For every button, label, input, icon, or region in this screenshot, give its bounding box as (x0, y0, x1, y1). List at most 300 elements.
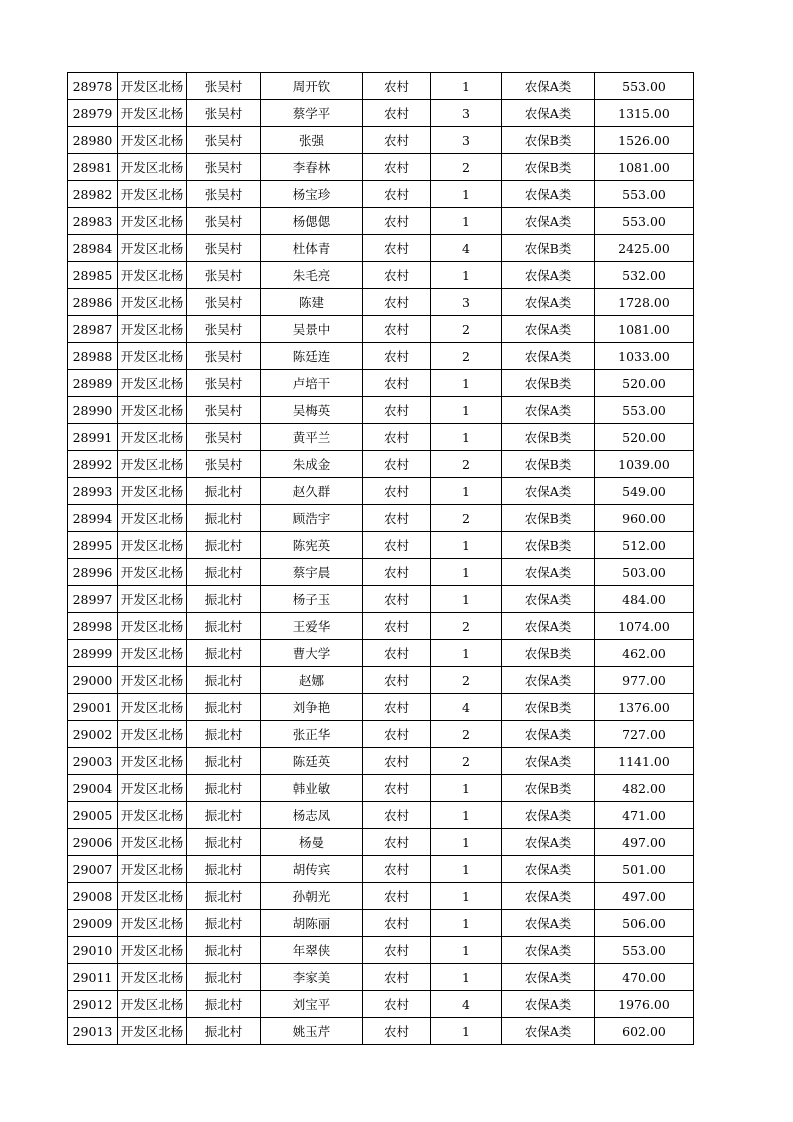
amount-cell: 2425.00 (595, 235, 694, 262)
area-cell: 开发区北杨 (118, 532, 187, 559)
category-cell: 农保A类 (502, 397, 595, 424)
member-count-cell: 4 (431, 694, 502, 721)
person-name-cell: 刘争艳 (261, 694, 363, 721)
category-cell: 农保B类 (502, 640, 595, 667)
table-row (68, 262, 694, 289)
amount-cell: 960.00 (595, 505, 694, 532)
person-name-cell: 杨偲偲 (261, 208, 363, 235)
table-row (68, 505, 694, 532)
area-cell: 开发区北杨 (118, 613, 187, 640)
record-id-cell: 28995 (68, 532, 118, 559)
household-type-cell: 农村 (363, 424, 431, 451)
village-cell: 张吴村 (187, 370, 261, 397)
amount-cell: 471.00 (595, 802, 694, 829)
record-id-cell: 29012 (68, 991, 118, 1018)
record-id-cell: 28987 (68, 316, 118, 343)
person-name-cell: 赵久群 (261, 478, 363, 505)
household-type-cell: 农村 (363, 883, 431, 910)
person-name-cell: 吴梅英 (261, 397, 363, 424)
amount-cell: 549.00 (595, 478, 694, 505)
table-row (68, 208, 694, 235)
village-cell: 张吴村 (187, 181, 261, 208)
table-row (68, 829, 694, 856)
area-cell: 开发区北杨 (118, 424, 187, 451)
category-cell: 农保B类 (502, 451, 595, 478)
record-id-cell: 28978 (68, 73, 118, 100)
category-cell: 农保A类 (502, 316, 595, 343)
table-row (68, 802, 694, 829)
allowance-table (67, 72, 694, 1045)
area-cell: 开发区北杨 (118, 721, 187, 748)
member-count-cell: 3 (431, 289, 502, 316)
household-type-cell: 农村 (363, 991, 431, 1018)
category-cell: 农保B类 (502, 370, 595, 397)
table-row (68, 181, 694, 208)
person-name-cell: 卢培干 (261, 370, 363, 397)
table-row (68, 73, 694, 100)
village-cell: 张吴村 (187, 289, 261, 316)
village-cell: 振北村 (187, 667, 261, 694)
area-cell: 开发区北杨 (118, 100, 187, 127)
table-row (68, 991, 694, 1018)
amount-cell: 506.00 (595, 910, 694, 937)
table-row (68, 235, 694, 262)
table-row (68, 100, 694, 127)
village-cell: 张吴村 (187, 100, 261, 127)
table-row (68, 586, 694, 613)
member-count-cell: 4 (431, 235, 502, 262)
village-cell: 振北村 (187, 802, 261, 829)
record-id-cell: 28988 (68, 343, 118, 370)
person-name-cell: 陈廷英 (261, 748, 363, 775)
household-type-cell: 农村 (363, 154, 431, 181)
member-count-cell: 1 (431, 829, 502, 856)
person-name-cell: 孙朝光 (261, 883, 363, 910)
person-name-cell: 周开钦 (261, 73, 363, 100)
household-type-cell: 农村 (363, 73, 431, 100)
record-id-cell: 29000 (68, 667, 118, 694)
member-count-cell: 2 (431, 154, 502, 181)
member-count-cell: 1 (431, 181, 502, 208)
area-cell: 开发区北杨 (118, 991, 187, 1018)
table-row (68, 775, 694, 802)
category-cell: 农保A类 (502, 748, 595, 775)
member-count-cell: 1 (431, 910, 502, 937)
amount-cell: 462.00 (595, 640, 694, 667)
member-count-cell: 1 (431, 586, 502, 613)
member-count-cell: 1 (431, 397, 502, 424)
record-id-cell: 28983 (68, 208, 118, 235)
record-id-cell: 29003 (68, 748, 118, 775)
household-type-cell: 农村 (363, 559, 431, 586)
table-row (68, 289, 694, 316)
amount-cell: 553.00 (595, 181, 694, 208)
area-cell: 开发区北杨 (118, 316, 187, 343)
amount-cell: 1976.00 (595, 991, 694, 1018)
household-type-cell: 农村 (363, 667, 431, 694)
record-id-cell: 29006 (68, 829, 118, 856)
area-cell: 开发区北杨 (118, 694, 187, 721)
person-name-cell: 朱毛亮 (261, 262, 363, 289)
record-id-cell: 29010 (68, 937, 118, 964)
household-type-cell: 农村 (363, 127, 431, 154)
record-id-cell: 29002 (68, 721, 118, 748)
village-cell: 振北村 (187, 721, 261, 748)
household-type-cell: 农村 (363, 721, 431, 748)
person-name-cell: 陈宪英 (261, 532, 363, 559)
member-count-cell: 4 (431, 991, 502, 1018)
person-name-cell: 胡陈丽 (261, 910, 363, 937)
household-type-cell: 农村 (363, 451, 431, 478)
village-cell: 张吴村 (187, 343, 261, 370)
person-name-cell: 陈廷连 (261, 343, 363, 370)
area-cell: 开发区北杨 (118, 73, 187, 100)
household-type-cell: 农村 (363, 640, 431, 667)
record-id-cell: 28984 (68, 235, 118, 262)
village-cell: 振北村 (187, 1018, 261, 1045)
table-row (68, 667, 694, 694)
amount-cell: 497.00 (595, 829, 694, 856)
record-id-cell: 29009 (68, 910, 118, 937)
category-cell: 农保A类 (502, 856, 595, 883)
record-id-cell: 28996 (68, 559, 118, 586)
person-name-cell: 陈建 (261, 289, 363, 316)
record-id-cell: 29007 (68, 856, 118, 883)
village-cell: 振北村 (187, 559, 261, 586)
amount-cell: 484.00 (595, 586, 694, 613)
household-type-cell: 农村 (363, 343, 431, 370)
category-cell: 农保A类 (502, 181, 595, 208)
record-id-cell: 28985 (68, 262, 118, 289)
household-type-cell: 农村 (363, 289, 431, 316)
amount-cell: 1039.00 (595, 451, 694, 478)
area-cell: 开发区北杨 (118, 856, 187, 883)
village-cell: 振北村 (187, 694, 261, 721)
area-cell: 开发区北杨 (118, 964, 187, 991)
member-count-cell: 1 (431, 208, 502, 235)
village-cell: 振北村 (187, 505, 261, 532)
member-count-cell: 1 (431, 856, 502, 883)
area-cell: 开发区北杨 (118, 370, 187, 397)
area-cell: 开发区北杨 (118, 910, 187, 937)
amount-cell: 497.00 (595, 883, 694, 910)
person-name-cell: 赵娜 (261, 667, 363, 694)
area-cell: 开发区北杨 (118, 748, 187, 775)
area-cell: 开发区北杨 (118, 208, 187, 235)
member-count-cell: 1 (431, 1018, 502, 1045)
table-row (68, 1018, 694, 1045)
record-id-cell: 28999 (68, 640, 118, 667)
village-cell: 振北村 (187, 829, 261, 856)
area-cell: 开发区北杨 (118, 829, 187, 856)
household-type-cell: 农村 (363, 532, 431, 559)
household-type-cell: 农村 (363, 910, 431, 937)
amount-cell: 1728.00 (595, 289, 694, 316)
village-cell: 振北村 (187, 910, 261, 937)
category-cell: 农保A类 (502, 964, 595, 991)
person-name-cell: 杨曼 (261, 829, 363, 856)
household-type-cell: 农村 (363, 181, 431, 208)
person-name-cell: 胡传宾 (261, 856, 363, 883)
village-cell: 振北村 (187, 586, 261, 613)
member-count-cell: 1 (431, 964, 502, 991)
record-id-cell: 28994 (68, 505, 118, 532)
table-row (68, 721, 694, 748)
area-cell: 开发区北杨 (118, 883, 187, 910)
category-cell: 农保A类 (502, 289, 595, 316)
record-id-cell: 28980 (68, 127, 118, 154)
person-name-cell: 杜体青 (261, 235, 363, 262)
area-cell: 开发区北杨 (118, 640, 187, 667)
amount-cell: 1081.00 (595, 154, 694, 181)
member-count-cell: 2 (431, 316, 502, 343)
table-row (68, 910, 694, 937)
area-cell: 开发区北杨 (118, 343, 187, 370)
category-cell: 农保B类 (502, 235, 595, 262)
record-id-cell: 28993 (68, 478, 118, 505)
category-cell: 农保B类 (502, 424, 595, 451)
household-type-cell: 农村 (363, 235, 431, 262)
village-cell: 振北村 (187, 640, 261, 667)
person-name-cell: 黄平兰 (261, 424, 363, 451)
household-type-cell: 农村 (363, 262, 431, 289)
household-type-cell: 农村 (363, 775, 431, 802)
amount-cell: 501.00 (595, 856, 694, 883)
area-cell: 开发区北杨 (118, 154, 187, 181)
table-row (68, 937, 694, 964)
village-cell: 振北村 (187, 883, 261, 910)
person-name-cell: 李春林 (261, 154, 363, 181)
record-id-cell: 28992 (68, 451, 118, 478)
category-cell: 农保A类 (502, 262, 595, 289)
household-type-cell: 农村 (363, 586, 431, 613)
household-type-cell: 农村 (363, 856, 431, 883)
village-cell: 张吴村 (187, 424, 261, 451)
table-row (68, 613, 694, 640)
amount-cell: 1081.00 (595, 316, 694, 343)
person-name-cell: 李家美 (261, 964, 363, 991)
village-cell: 振北村 (187, 478, 261, 505)
category-cell: 农保A类 (502, 559, 595, 586)
record-id-cell: 28991 (68, 424, 118, 451)
table-row (68, 478, 694, 505)
record-id-cell: 29004 (68, 775, 118, 802)
category-cell: 农保A类 (502, 883, 595, 910)
category-cell: 农保A类 (502, 667, 595, 694)
household-type-cell: 农村 (363, 505, 431, 532)
household-type-cell: 农村 (363, 478, 431, 505)
record-id-cell: 28990 (68, 397, 118, 424)
table-row (68, 883, 694, 910)
amount-cell: 977.00 (595, 667, 694, 694)
table-row (68, 748, 694, 775)
household-type-cell: 农村 (363, 964, 431, 991)
area-cell: 开发区北杨 (118, 451, 187, 478)
record-id-cell: 29008 (68, 883, 118, 910)
table-row (68, 343, 694, 370)
record-id-cell: 29001 (68, 694, 118, 721)
village-cell: 张吴村 (187, 235, 261, 262)
amount-cell: 602.00 (595, 1018, 694, 1045)
village-cell: 张吴村 (187, 316, 261, 343)
area-cell: 开发区北杨 (118, 181, 187, 208)
area-cell: 开发区北杨 (118, 937, 187, 964)
table-row (68, 856, 694, 883)
amount-cell: 503.00 (595, 559, 694, 586)
amount-cell: 553.00 (595, 208, 694, 235)
amount-cell: 553.00 (595, 397, 694, 424)
area-cell: 开发区北杨 (118, 478, 187, 505)
record-id-cell: 29011 (68, 964, 118, 991)
category-cell: 农保A类 (502, 586, 595, 613)
category-cell: 农保B类 (502, 532, 595, 559)
category-cell: 农保A类 (502, 100, 595, 127)
category-cell: 农保B类 (502, 127, 595, 154)
member-count-cell: 1 (431, 370, 502, 397)
village-cell: 振北村 (187, 964, 261, 991)
table-row (68, 640, 694, 667)
member-count-cell: 3 (431, 100, 502, 127)
category-cell: 农保A类 (502, 343, 595, 370)
member-count-cell: 1 (431, 937, 502, 964)
village-cell: 张吴村 (187, 397, 261, 424)
person-name-cell: 刘宝平 (261, 991, 363, 1018)
member-count-cell: 2 (431, 343, 502, 370)
amount-cell: 470.00 (595, 964, 694, 991)
table-body (68, 73, 694, 1045)
area-cell: 开发区北杨 (118, 235, 187, 262)
area-cell: 开发区北杨 (118, 397, 187, 424)
person-name-cell: 张正华 (261, 721, 363, 748)
area-cell: 开发区北杨 (118, 775, 187, 802)
member-count-cell: 1 (431, 262, 502, 289)
household-type-cell: 农村 (363, 370, 431, 397)
record-id-cell: 28981 (68, 154, 118, 181)
amount-cell: 520.00 (595, 424, 694, 451)
person-name-cell: 顾浩宇 (261, 505, 363, 532)
person-name-cell: 吴景中 (261, 316, 363, 343)
area-cell: 开发区北杨 (118, 667, 187, 694)
village-cell: 振北村 (187, 532, 261, 559)
member-count-cell: 2 (431, 748, 502, 775)
area-cell: 开发区北杨 (118, 262, 187, 289)
person-name-cell: 杨子玉 (261, 586, 363, 613)
person-name-cell: 蔡学平 (261, 100, 363, 127)
category-cell: 农保A类 (502, 991, 595, 1018)
village-cell: 张吴村 (187, 127, 261, 154)
category-cell: 农保B类 (502, 694, 595, 721)
household-type-cell: 农村 (363, 397, 431, 424)
member-count-cell: 2 (431, 451, 502, 478)
amount-cell: 553.00 (595, 73, 694, 100)
member-count-cell: 2 (431, 613, 502, 640)
table-row (68, 694, 694, 721)
member-count-cell: 2 (431, 667, 502, 694)
village-cell: 张吴村 (187, 73, 261, 100)
record-id-cell: 29005 (68, 802, 118, 829)
member-count-cell: 1 (431, 640, 502, 667)
village-cell: 张吴村 (187, 154, 261, 181)
village-cell: 振北村 (187, 613, 261, 640)
village-cell: 振北村 (187, 991, 261, 1018)
amount-cell: 1526.00 (595, 127, 694, 154)
amount-cell: 520.00 (595, 370, 694, 397)
category-cell: 农保B类 (502, 775, 595, 802)
record-id-cell: 28979 (68, 100, 118, 127)
household-type-cell: 农村 (363, 316, 431, 343)
amount-cell: 553.00 (595, 937, 694, 964)
member-count-cell: 1 (431, 73, 502, 100)
household-type-cell: 农村 (363, 208, 431, 235)
category-cell: 农保A类 (502, 937, 595, 964)
amount-cell: 1315.00 (595, 100, 694, 127)
category-cell: 农保A类 (502, 208, 595, 235)
member-count-cell: 1 (431, 532, 502, 559)
category-cell: 农保A类 (502, 829, 595, 856)
household-type-cell: 农村 (363, 937, 431, 964)
household-type-cell: 农村 (363, 100, 431, 127)
household-type-cell: 农村 (363, 694, 431, 721)
record-id-cell: 28997 (68, 586, 118, 613)
area-cell: 开发区北杨 (118, 289, 187, 316)
household-type-cell: 农村 (363, 829, 431, 856)
household-type-cell: 农村 (363, 748, 431, 775)
category-cell: 农保A类 (502, 910, 595, 937)
record-id-cell: 28982 (68, 181, 118, 208)
category-cell: 农保A类 (502, 613, 595, 640)
person-name-cell: 朱成金 (261, 451, 363, 478)
area-cell: 开发区北杨 (118, 586, 187, 613)
category-cell: 农保A类 (502, 1018, 595, 1045)
village-cell: 振北村 (187, 937, 261, 964)
category-cell: 农保A类 (502, 73, 595, 100)
category-cell: 农保A类 (502, 802, 595, 829)
table-row (68, 424, 694, 451)
village-cell: 振北村 (187, 775, 261, 802)
area-cell: 开发区北杨 (118, 802, 187, 829)
amount-cell: 1033.00 (595, 343, 694, 370)
table-row (68, 532, 694, 559)
person-name-cell: 韩业敏 (261, 775, 363, 802)
amount-cell: 1376.00 (595, 694, 694, 721)
area-cell: 开发区北杨 (118, 505, 187, 532)
village-cell: 振北村 (187, 748, 261, 775)
amount-cell: 532.00 (595, 262, 694, 289)
area-cell: 开发区北杨 (118, 1018, 187, 1045)
record-id-cell: 28998 (68, 613, 118, 640)
member-count-cell: 1 (431, 883, 502, 910)
area-cell: 开发区北杨 (118, 559, 187, 586)
table-row (68, 964, 694, 991)
household-type-cell: 农村 (363, 802, 431, 829)
village-cell: 振北村 (187, 856, 261, 883)
person-name-cell: 曹大学 (261, 640, 363, 667)
record-id-cell: 28986 (68, 289, 118, 316)
amount-cell: 727.00 (595, 721, 694, 748)
table-row (68, 154, 694, 181)
member-count-cell: 1 (431, 802, 502, 829)
person-name-cell: 杨宝珍 (261, 181, 363, 208)
person-name-cell: 杨志凤 (261, 802, 363, 829)
person-name-cell: 蔡宇晨 (261, 559, 363, 586)
category-cell: 农保B类 (502, 154, 595, 181)
member-count-cell: 1 (431, 424, 502, 451)
household-type-cell: 农村 (363, 613, 431, 640)
area-cell: 开发区北杨 (118, 127, 187, 154)
member-count-cell: 2 (431, 505, 502, 532)
category-cell: 农保A类 (502, 478, 595, 505)
table-row (68, 370, 694, 397)
